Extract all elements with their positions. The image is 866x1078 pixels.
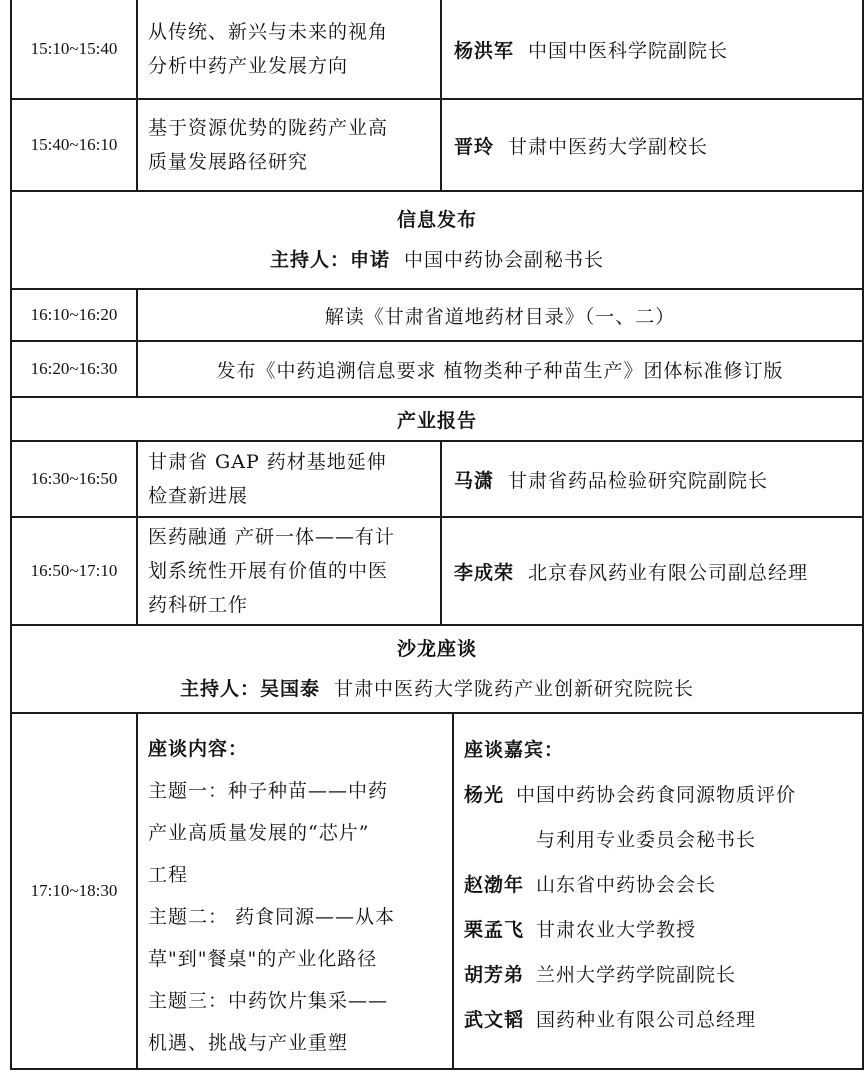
topic-cell	[138, 518, 440, 624]
topic-cell	[138, 442, 440, 516]
guest-item	[464, 953, 862, 998]
speaker-title: 甘肃省药品检验研究院副院长	[508, 469, 769, 492]
host-label: 主持人：申诺	[269, 249, 390, 271]
guest-title: 国药种业有限公司总经理	[536, 1009, 757, 1031]
rule	[10, 1068, 864, 1070]
guests-label: 座谈嘉宾：	[464, 739, 565, 761]
speaker-cell	[442, 0, 862, 98]
time-cell: 17:10~18:30	[30, 881, 118, 900]
guest-name: 胡芳弟	[464, 964, 525, 986]
time-cell: 16:30~16:50	[30, 469, 118, 488]
speaker-title: 北京春风药业有限公司副总经理	[528, 561, 809, 584]
topic-line: 甘肃省 GAP 药材基地延伸	[148, 451, 387, 473]
speaker-name: 马潇	[454, 469, 495, 492]
content-line: 草"到"餐桌"的产业化路径	[148, 948, 378, 970]
host-line	[180, 669, 694, 709]
section-heading: 产业报告	[396, 409, 477, 432]
salon-content	[138, 714, 452, 1068]
host-title: 中国中药协会副秘书长	[404, 249, 605, 271]
guest-name: 杨光	[464, 784, 505, 806]
guest-title: 甘肃农业大学教授	[536, 919, 697, 941]
speaker-cell	[442, 518, 862, 624]
speaker-cell	[442, 100, 862, 190]
section-info	[12, 192, 862, 288]
content-line: 主题二： 药食同源——从本	[148, 906, 396, 928]
time-cell: 16:50~17:10	[30, 561, 118, 580]
salon-guests	[454, 714, 862, 1068]
speaker-title: 中国中医科学院副院长	[528, 39, 729, 62]
guest-name: 武文韬	[464, 1009, 525, 1031]
guest-item	[464, 998, 862, 1043]
info-item: 发布《中药追溯信息要求 植物类种子种苗生产》团体标准修订版	[216, 359, 784, 382]
time-cell: 15:10~15:40	[30, 39, 118, 58]
time-cell: 16:20~16:30	[30, 359, 118, 378]
topic-line: 检查新进展	[148, 485, 249, 507]
guest-name: 栗孟飞	[464, 919, 525, 941]
guest-item	[464, 773, 862, 818]
section-heading: 信息发布	[396, 209, 477, 231]
time-cell: 15:40~16:10	[30, 135, 118, 154]
speaker-title: 甘肃中医药大学副校长	[508, 135, 709, 158]
host-line	[270, 240, 604, 280]
border-right	[862, 0, 864, 1070]
content-line: 产业高质量发展的“芯片”	[148, 822, 370, 844]
speaker-name: 李成荣	[454, 561, 515, 584]
host-title: 甘肃中医药大学陇药产业创新研究院院长	[334, 678, 695, 700]
guest-title: 兰州大学药学院副院长	[536, 964, 737, 986]
topic-line: 质量发展路径研究	[148, 151, 309, 173]
guest-item	[464, 863, 862, 908]
topic-line: 药科研工作	[148, 594, 249, 616]
section-heading: 沙龙座谈	[396, 638, 477, 660]
guest-title: 中国中药协会药食同源物质评价	[516, 784, 797, 806]
section-salon	[12, 626, 862, 712]
topic-line: 从传统、新兴与未来的视角	[148, 21, 389, 43]
topic-line: 分析中药产业发展方向	[148, 55, 349, 77]
topic-line: 基于资源优势的陇药产业高	[148, 117, 389, 139]
content-label: 座谈内容：	[148, 738, 249, 760]
guest-name: 赵渤年	[464, 874, 525, 896]
topic-cell	[138, 100, 440, 190]
speaker-name: 杨洪军	[454, 39, 515, 62]
time-cell: 16:10~16:20	[30, 305, 118, 324]
topic-line: 划系统性开展有价值的中医	[148, 560, 389, 582]
topic-cell	[138, 0, 440, 98]
guest-title: 山东省中药协会会长	[536, 874, 717, 896]
host-label: 主持人：吴国泰	[179, 678, 320, 700]
content-line: 主题一：种子种苗——中药	[148, 780, 389, 802]
content-line: 主题三：中药饮片集采——	[148, 990, 389, 1012]
topic-line: 医药融通 产研一体——有计	[148, 526, 396, 548]
info-item: 解读《甘肃省道地药材目录》（一、二）	[324, 305, 676, 328]
speaker-name: 晋玲	[454, 135, 495, 158]
speaker-cell	[442, 442, 862, 516]
guest-item	[464, 908, 862, 953]
content-line: 工程	[148, 864, 189, 886]
content-line: 机遇、挑战与产业重塑	[148, 1032, 349, 1054]
guest-title-cont: 与利用专业委员会秘书长	[536, 829, 757, 851]
